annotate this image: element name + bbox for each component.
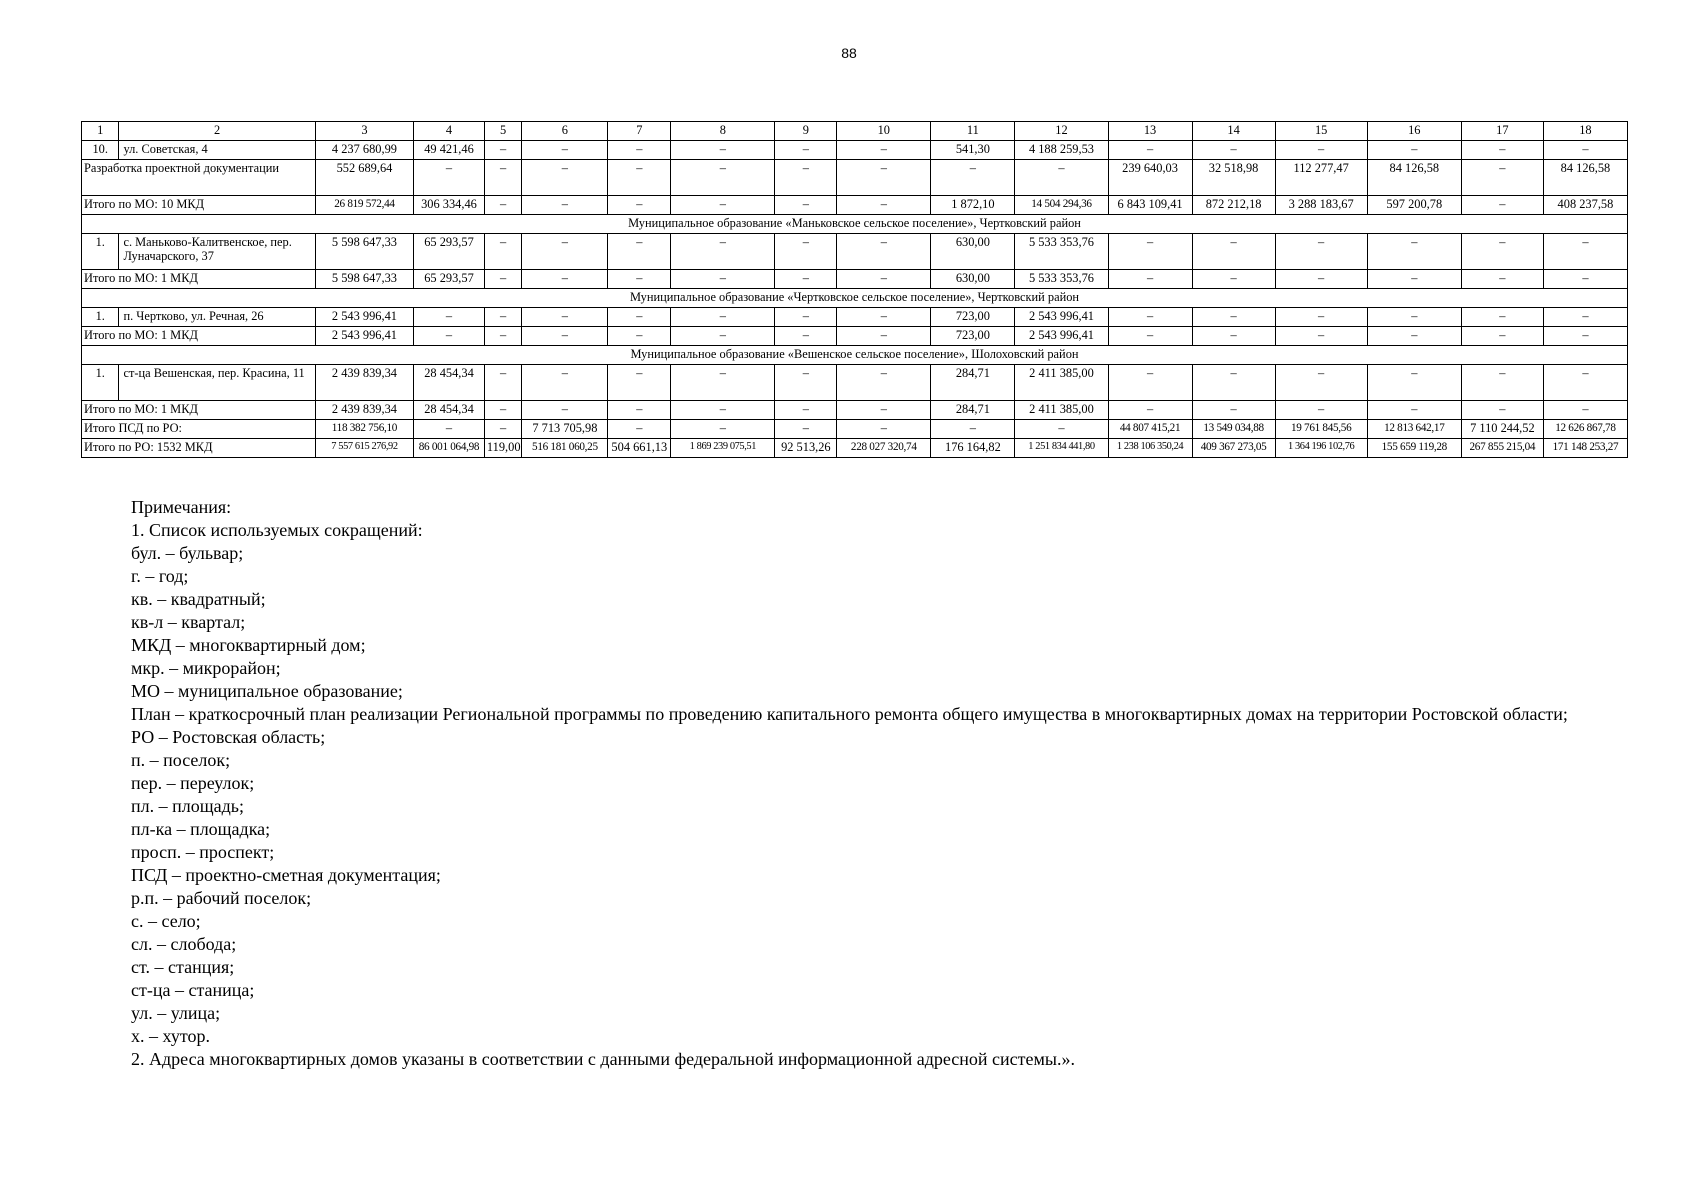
value-cell: 228 027 320,74: [837, 439, 931, 458]
value-cell: –: [608, 365, 671, 401]
value-cell: 1 872,10: [931, 196, 1015, 215]
value-cell: 2 543 996,41: [315, 308, 413, 327]
value-cell: 44 807 415,21: [1108, 420, 1192, 439]
value-cell: –: [484, 234, 521, 270]
row-label-cell: Итого по МО: 1 МКД: [82, 327, 316, 346]
value-cell: –: [1275, 401, 1367, 420]
value-cell: 84 126,58: [1543, 160, 1627, 196]
abbreviation-item: кв-л – квартал;: [131, 612, 246, 632]
column-number-cell: 9: [775, 122, 837, 141]
column-number-cell: 13: [1108, 122, 1192, 141]
value-cell: 2 411 385,00: [1015, 401, 1108, 420]
column-number-cell: 14: [1192, 122, 1275, 141]
abbreviation-item: пл-ка – площадка;: [131, 819, 271, 839]
value-cell: –: [608, 401, 671, 420]
value-cell: –: [775, 420, 837, 439]
value-cell: –: [484, 420, 521, 439]
value-cell: –: [1192, 234, 1275, 270]
abbreviation-item: мкр. – микрорайон;: [131, 658, 281, 678]
value-cell: 597 200,78: [1367, 196, 1461, 215]
value-cell: –: [671, 196, 775, 215]
value-cell: 32 518,98: [1192, 160, 1275, 196]
value-cell: –: [1461, 401, 1543, 420]
column-number-cell: 5: [484, 122, 521, 141]
value-cell: –: [837, 327, 931, 346]
value-cell: –: [522, 365, 608, 401]
value-cell: 504 661,13: [608, 439, 671, 458]
page-number: 88: [841, 45, 857, 61]
value-cell: –: [522, 160, 608, 196]
column-number-cell: 17: [1461, 122, 1543, 141]
row-label-cell: Итого по МО: 1 МКД: [82, 401, 316, 420]
table-row: [82, 141, 1628, 160]
value-cell: 408 237,58: [1543, 196, 1627, 215]
value-cell: –: [608, 141, 671, 160]
value-cell: –: [484, 365, 521, 401]
table-row: [82, 234, 1628, 270]
value-cell: –: [1192, 401, 1275, 420]
value-cell: –: [775, 401, 837, 420]
value-cell: –: [1015, 420, 1108, 439]
value-cell: –: [931, 420, 1015, 439]
abbreviation-item: бул. – бульвар;: [131, 543, 244, 563]
value-cell: –: [1461, 365, 1543, 401]
value-cell: 12 626 867,78: [1543, 420, 1627, 439]
value-cell: 155 659 119,28: [1367, 439, 1461, 458]
row-label-cell: Итого по РО: 1532 МКД: [82, 439, 316, 458]
value-cell: –: [1543, 308, 1627, 327]
address-cell: ст-ца Вешенская, пер. Красина, 11: [119, 365, 315, 401]
abbreviation-item: кв. – квадратный;: [131, 589, 266, 609]
row-label-cell: Итого по МО: 1 МКД: [82, 270, 316, 289]
abbreviation-item: п. – поселок;: [131, 750, 231, 770]
abbreviation-item: МКД – многоквартирный дом;: [131, 635, 366, 655]
row-label-cell: Итого по МО: 10 МКД: [82, 196, 316, 215]
value-cell: –: [775, 234, 837, 270]
value-cell: 284,71: [931, 365, 1015, 401]
subtotal-row: [82, 160, 1628, 196]
value-cell: 4 188 259,53: [1015, 141, 1108, 160]
value-cell: –: [837, 234, 931, 270]
value-cell: 5 533 353,76: [1015, 234, 1108, 270]
value-cell: –: [837, 420, 931, 439]
value-cell: –: [837, 365, 931, 401]
value-cell: –: [1275, 308, 1367, 327]
value-cell: –: [671, 270, 775, 289]
value-cell: –: [1275, 141, 1367, 160]
value-cell: 1 869 239 075,51: [671, 439, 775, 458]
value-cell: –: [671, 327, 775, 346]
value-cell: 112 277,47: [1275, 160, 1367, 196]
value-cell: 26 819 572,44: [315, 196, 413, 215]
section-header-row: [82, 346, 1628, 365]
value-cell: 723,00: [931, 308, 1015, 327]
value-cell: –: [522, 196, 608, 215]
section-header-row: [82, 289, 1628, 308]
value-cell: –: [484, 327, 521, 346]
value-cell: 176 164,82: [931, 439, 1015, 458]
table-header-row: [82, 122, 1628, 141]
value-cell: –: [1461, 308, 1543, 327]
column-number-cell: 16: [1367, 122, 1461, 141]
value-cell: 872 212,18: [1192, 196, 1275, 215]
abbreviation-item: пл. – площадь;: [131, 796, 244, 816]
notes-item-1: 1. Список используемых сокращений:: [131, 520, 423, 540]
value-cell: 49 421,46: [414, 141, 485, 160]
value-cell: –: [608, 196, 671, 215]
value-cell: –: [484, 270, 521, 289]
address-cell: ул. Советская, 4: [119, 141, 315, 160]
section-header-row: [82, 215, 1628, 234]
column-number-cell: 15: [1275, 122, 1367, 141]
value-cell: –: [522, 141, 608, 160]
subtotal-row: [82, 420, 1628, 439]
value-cell: 5 598 647,33: [315, 270, 413, 289]
value-cell: –: [1108, 141, 1192, 160]
subtotal-row: [82, 196, 1628, 215]
row-number-cell: 1.: [82, 308, 119, 327]
value-cell: –: [522, 327, 608, 346]
value-cell: 65 293,57: [414, 234, 485, 270]
value-cell: –: [1543, 365, 1627, 401]
value-cell: 5 598 647,33: [315, 234, 413, 270]
column-number-cell: 10: [837, 122, 931, 141]
value-cell: –: [1192, 141, 1275, 160]
value-cell: 630,00: [931, 234, 1015, 270]
abbreviation-item: ст. – станция;: [131, 957, 235, 977]
value-cell: –: [671, 160, 775, 196]
subtotal-row: [82, 401, 1628, 420]
value-cell: 3 288 183,67: [1275, 196, 1367, 215]
value-cell: –: [1367, 234, 1461, 270]
row-number-cell: 1.: [82, 365, 119, 401]
value-cell: 65 293,57: [414, 270, 485, 289]
value-cell: –: [1367, 141, 1461, 160]
abbreviation-item: сл. – слобода;: [131, 934, 237, 954]
value-cell: –: [1367, 365, 1461, 401]
value-cell: –: [837, 160, 931, 196]
subtotal-row: [82, 439, 1628, 458]
value-cell: –: [775, 160, 837, 196]
abbreviation-item: пер. – переулок;: [131, 773, 255, 793]
value-cell: –: [484, 141, 521, 160]
value-cell: 7 110 244,52: [1461, 420, 1543, 439]
abbreviation-item: г. – год;: [131, 566, 189, 586]
value-cell: –: [1108, 327, 1192, 346]
value-cell: –: [775, 308, 837, 327]
value-cell: –: [671, 141, 775, 160]
value-cell: –: [1192, 270, 1275, 289]
abbreviation-item: р.п. – рабочий поселок;: [131, 888, 312, 908]
value-cell: –: [671, 420, 775, 439]
value-cell: –: [1192, 308, 1275, 327]
value-cell: –: [608, 327, 671, 346]
value-cell: –: [775, 141, 837, 160]
notes-title: Примечания:: [131, 497, 232, 517]
value-cell: –: [522, 401, 608, 420]
value-cell: –: [1367, 270, 1461, 289]
abbreviation-item: ПСД – проектно-сметная документация;: [131, 865, 441, 885]
value-cell: –: [608, 160, 671, 196]
value-cell: –: [608, 270, 671, 289]
value-cell: 239 640,03: [1108, 160, 1192, 196]
column-number-cell: 6: [522, 122, 608, 141]
value-cell: –: [1461, 196, 1543, 215]
value-cell: 19 761 845,56: [1275, 420, 1367, 439]
row-number-cell: 10.: [82, 141, 119, 160]
value-cell: 1 251 834 441,80: [1015, 439, 1108, 458]
value-cell: –: [1275, 234, 1367, 270]
value-cell: 267 855 215,04: [1461, 439, 1543, 458]
section-title-cell: Муниципальное образование «Маньковское сельское поселение», Чертковский район: [82, 215, 1628, 234]
value-cell: 516 181 060,25: [522, 439, 608, 458]
repair-cost-table: [81, 121, 1628, 458]
value-cell: –: [484, 308, 521, 327]
value-cell: –: [414, 327, 485, 346]
value-cell: –: [522, 270, 608, 289]
value-cell: –: [484, 160, 521, 196]
value-cell: –: [775, 270, 837, 289]
abbreviation-item: х. – хутор.: [131, 1026, 210, 1046]
abbreviation-item: РО – Ростовская область;: [131, 727, 326, 747]
value-cell: –: [1108, 308, 1192, 327]
value-cell: –: [1367, 401, 1461, 420]
value-cell: –: [1543, 270, 1627, 289]
value-cell: –: [1461, 141, 1543, 160]
value-cell: 630,00: [931, 270, 1015, 289]
value-cell: –: [522, 234, 608, 270]
table-row: [82, 308, 1628, 327]
value-cell: –: [1543, 141, 1627, 160]
value-cell: 1 238 106 350,24: [1108, 439, 1192, 458]
value-cell: 2 543 996,41: [1015, 308, 1108, 327]
row-label-cell: Итого ПСД по РО:: [82, 420, 316, 439]
value-cell: –: [1108, 401, 1192, 420]
value-cell: 284,71: [931, 401, 1015, 420]
abbreviation-list-continued: [81, 726, 1628, 1048]
abbreviation-item: МО – муниципальное образование;: [131, 681, 403, 701]
value-cell: 541,30: [931, 141, 1015, 160]
value-cell: –: [1461, 327, 1543, 346]
value-cell: –: [837, 308, 931, 327]
value-cell: –: [775, 327, 837, 346]
value-cell: –: [414, 308, 485, 327]
column-number-cell: 4: [414, 122, 485, 141]
value-cell: –: [1192, 327, 1275, 346]
value-cell: 28 454,34: [414, 401, 485, 420]
abbreviation-item: ул. – улица;: [131, 1003, 221, 1023]
value-cell: –: [1275, 327, 1367, 346]
value-cell: 409 367 273,05: [1192, 439, 1275, 458]
value-cell: 92 513,26: [775, 439, 837, 458]
abbreviation-item: с. – село;: [131, 911, 201, 931]
value-cell: –: [775, 365, 837, 401]
column-number-cell: 7: [608, 122, 671, 141]
abbreviation-item: просп. – проспект;: [131, 842, 275, 862]
value-cell: –: [1192, 365, 1275, 401]
value-cell: –: [775, 196, 837, 215]
value-cell: –: [1108, 365, 1192, 401]
value-cell: 119,00: [484, 439, 521, 458]
value-cell: 7 713 705,98: [522, 420, 608, 439]
column-number-cell: 1: [82, 122, 119, 141]
notes-section: [81, 496, 1628, 1071]
value-cell: –: [1461, 270, 1543, 289]
value-cell: 2 439 839,34: [315, 365, 413, 401]
value-cell: 2 543 996,41: [1015, 327, 1108, 346]
value-cell: –: [931, 160, 1015, 196]
value-cell: 86 001 064,98: [414, 439, 485, 458]
value-cell: 171 148 253,27: [1543, 439, 1627, 458]
address-cell: п. Чертково, ул. Речная, 26: [119, 308, 315, 327]
value-cell: 552 689,64: [315, 160, 413, 196]
abbreviation-list: [81, 542, 1628, 703]
value-cell: 723,00: [931, 327, 1015, 346]
value-cell: 5 533 353,76: [1015, 270, 1108, 289]
value-cell: –: [837, 141, 931, 160]
value-cell: –: [1275, 270, 1367, 289]
section-title-cell: Муниципальное образование «Чертковское сельское поселение», Чертковский район: [82, 289, 1628, 308]
value-cell: –: [671, 234, 775, 270]
value-cell: 2 439 839,34: [315, 401, 413, 420]
value-cell: –: [837, 401, 931, 420]
value-cell: –: [522, 308, 608, 327]
value-cell: –: [484, 196, 521, 215]
subtotal-row: [82, 327, 1628, 346]
value-cell: –: [608, 234, 671, 270]
notes-item-2: 2. Адреса многоквартирных домов указаны в соответствии с данными федеральной информационной адресной системы.».: [131, 1049, 1075, 1069]
value-cell: 7 557 615 276,92: [315, 439, 413, 458]
value-cell: –: [1543, 401, 1627, 420]
value-cell: 14 504 294,36: [1015, 196, 1108, 215]
column-number-cell: 12: [1015, 122, 1108, 141]
value-cell: –: [1367, 308, 1461, 327]
abbreviation-item: ст-ца – станица;: [131, 980, 255, 1000]
value-cell: 13 549 034,88: [1192, 420, 1275, 439]
value-cell: –: [671, 401, 775, 420]
column-number-cell: 8: [671, 122, 775, 141]
value-cell: 12 813 642,17: [1367, 420, 1461, 439]
row-number-cell: 1.: [82, 234, 119, 270]
address-cell: с. Маньково-Калитвенское, пер. Луначарского, 37: [119, 234, 315, 270]
value-cell: 2 411 385,00: [1015, 365, 1108, 401]
value-cell: –: [837, 196, 931, 215]
value-cell: –: [1275, 365, 1367, 401]
value-cell: –: [1543, 234, 1627, 270]
value-cell: –: [414, 160, 485, 196]
value-cell: 28 454,34: [414, 365, 485, 401]
section-title-cell: Муниципальное образование «Вешенское сельское поселение», Шолоховский район: [82, 346, 1628, 365]
column-number-cell: 3: [315, 122, 413, 141]
column-number-cell: 18: [1543, 122, 1627, 141]
value-cell: 6 843 109,41: [1108, 196, 1192, 215]
value-cell: –: [1108, 270, 1192, 289]
value-cell: –: [608, 420, 671, 439]
value-cell: 306 334,46: [414, 196, 485, 215]
value-cell: –: [1015, 160, 1108, 196]
value-cell: –: [1461, 234, 1543, 270]
value-cell: 4 237 680,99: [315, 141, 413, 160]
value-cell: –: [1367, 327, 1461, 346]
value-cell: –: [1108, 234, 1192, 270]
value-cell: 118 382 756,10: [315, 420, 413, 439]
value-cell: –: [671, 365, 775, 401]
value-cell: –: [608, 308, 671, 327]
column-number-cell: 2: [119, 122, 315, 141]
value-cell: –: [837, 270, 931, 289]
value-cell: 84 126,58: [1367, 160, 1461, 196]
plan-definition: План – краткосрочный план реализации Региональной программы по проведению капитального ремонта общего имущества в многоквартирных домах на территории Ростовской области;: [131, 704, 1568, 724]
value-cell: –: [484, 401, 521, 420]
table-row: [82, 365, 1628, 401]
value-cell: –: [671, 308, 775, 327]
value-cell: –: [414, 420, 485, 439]
row-label-cell: Разработка проектной документации: [82, 160, 316, 196]
value-cell: –: [1543, 327, 1627, 346]
value-cell: 1 364 196 102,76: [1275, 439, 1367, 458]
value-cell: 2 543 996,41: [315, 327, 413, 346]
subtotal-row: [82, 270, 1628, 289]
value-cell: –: [1461, 160, 1543, 196]
column-number-cell: 11: [931, 122, 1015, 141]
